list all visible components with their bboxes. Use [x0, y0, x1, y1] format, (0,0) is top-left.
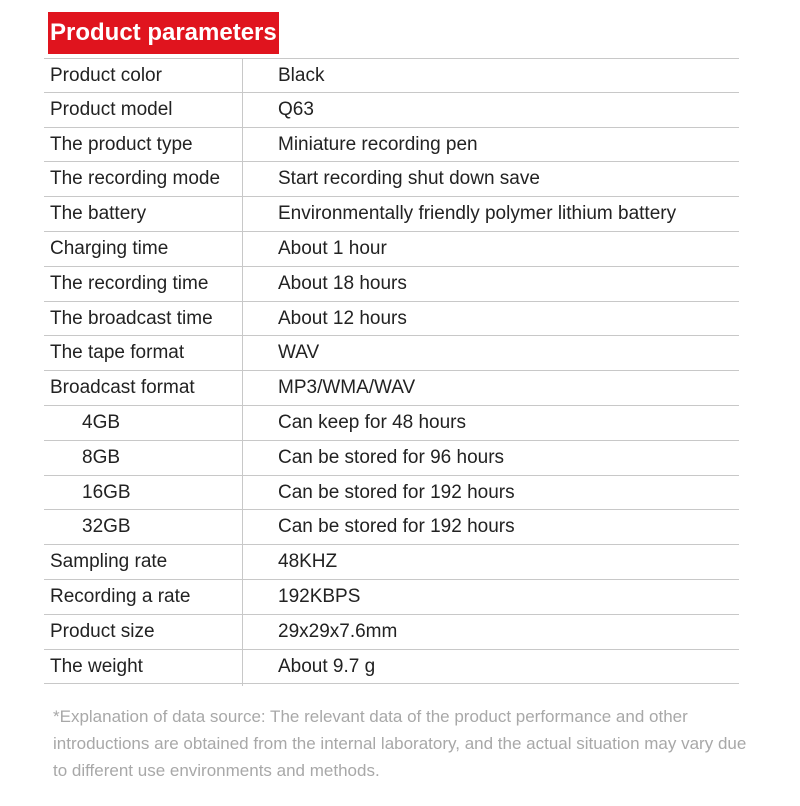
row-label: Sampling rate	[50, 551, 168, 573]
table-row	[44, 197, 739, 232]
row-label: Recording a rate	[50, 585, 191, 607]
table-row	[44, 267, 739, 302]
row-value: Black	[278, 65, 325, 86]
table-row	[44, 441, 739, 476]
row-label: The broadcast time	[50, 307, 213, 329]
row-label: The battery	[50, 203, 147, 225]
row-value: Environmentally friendly polymer lithium battery	[278, 203, 677, 225]
row-label: Product model	[50, 98, 173, 120]
row-value: Can be stored for 192 hours	[278, 481, 515, 503]
row-label: 8GB	[82, 446, 121, 468]
row-value: WAV	[278, 342, 320, 364]
row-value: Miniature recording pen	[278, 133, 478, 155]
row-value: Start recording shut down save	[278, 168, 540, 190]
page-title: Product parameters	[48, 12, 279, 54]
table-row	[44, 580, 739, 615]
row-label: 32GB	[82, 516, 131, 538]
table-row	[44, 302, 739, 337]
row-value: MP3/WMA/WAV	[278, 377, 416, 399]
row-label: Broadcast format	[50, 377, 195, 399]
row-value: About 18 hours	[278, 272, 407, 294]
row-label: The tape format	[50, 342, 185, 364]
row-label: The recording time	[50, 272, 209, 294]
row-value: Can keep for 48 hours	[278, 411, 467, 433]
row-label: Charging time	[50, 237, 169, 259]
table-row	[44, 476, 739, 511]
row-label: 4GB	[82, 411, 121, 433]
table-row	[44, 615, 739, 650]
row-label: Product color	[50, 65, 162, 86]
column-divider	[242, 58, 243, 686]
table-row	[44, 650, 739, 685]
row-value: Can be stored for 192 hours	[278, 516, 515, 538]
row-value: 29x29x7.6mm	[278, 620, 398, 642]
row-label: The weight	[50, 655, 143, 677]
row-value: 48KHZ	[278, 551, 338, 573]
row-label: The product type	[50, 133, 193, 155]
row-value: About 12 hours	[278, 307, 407, 329]
data-source-note: *Explanation of data source: The relevant data of the product performance and other introductions are obtained from the internal laboratory, and the actual situation may vary due to different use environments and methods.	[53, 707, 747, 780]
table-row	[44, 232, 739, 267]
row-value: About 9.7 g	[278, 655, 376, 677]
row-label: 16GB	[82, 481, 131, 503]
row-value: About 1 hour	[278, 237, 387, 259]
table-row	[44, 406, 739, 441]
table-row	[44, 510, 739, 545]
table-row	[44, 371, 739, 406]
row-value: Can be stored for 96 hours	[278, 446, 505, 468]
row-label: Product size	[50, 620, 155, 642]
table-row	[44, 162, 739, 197]
row-value: 192KBPS	[278, 585, 361, 607]
table-row	[44, 58, 739, 93]
table-row	[44, 336, 739, 371]
row-label: The recording mode	[50, 168, 221, 190]
row-value: Q63	[278, 98, 314, 120]
table-row	[44, 545, 739, 580]
table-row	[44, 128, 739, 163]
table-row	[44, 93, 739, 128]
parameters-table	[44, 58, 739, 684]
